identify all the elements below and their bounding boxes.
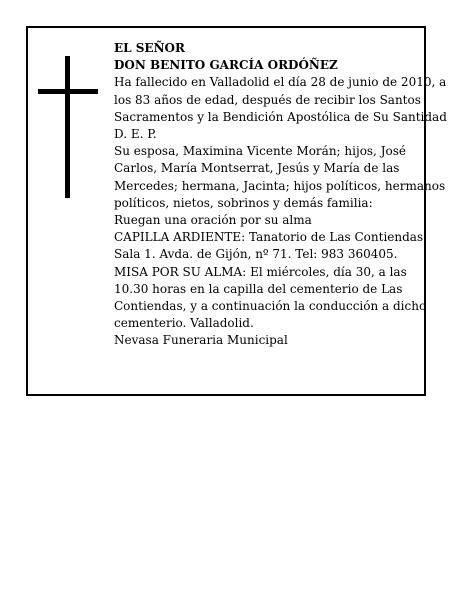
body-line: 10.30 horas en la capilla del cementerio de Las	[114, 281, 403, 296]
body-line: Nevasa Funeraria Municipal	[114, 333, 288, 348]
cross-vertical-bar	[65, 56, 70, 198]
body-line: CAPILLA ARDIENTE: Tanatorio de Las Contiendas.	[114, 230, 427, 245]
body-line: MISA POR SU ALMA: El miércoles, día 30, a las	[114, 264, 407, 279]
body-line: cementerio. Valladolid.	[114, 316, 254, 331]
body-line: políticos, nietos, sobrinos y demás familia:	[114, 195, 373, 210]
cross-horizontal-bar	[38, 89, 98, 94]
obituary-notice	[26, 26, 447, 396]
cross-icon	[38, 56, 100, 198]
body-line: Ha fallecido en Valladolid el día 28 de junio de 2010, a	[114, 75, 447, 90]
body-line: los 83 años de edad, después de recibir los Santos	[114, 92, 421, 107]
body-line: Sala 1. Avda. de Gijón, nº 71. Tel: 983 360405.	[114, 247, 398, 262]
notice-text	[114, 40, 447, 350]
body-line: Contiendas, y a continuación la conducción a dicho	[114, 299, 427, 314]
title-line-2: DON BENITO GARCÍA ORDÓÑEZ	[114, 58, 338, 73]
body-line: Mercedes; hermana, Jacinta; hijos políticos, hermanos	[114, 178, 446, 193]
title-line-1: EL SEÑOR	[114, 41, 185, 55]
body-line: Su esposa, Maximina Vicente Morán; hijos, José	[114, 144, 406, 159]
body-line: D. E. P.	[114, 127, 157, 142]
body-line: Sacramentos y la Bendición Apostólica de Su Santidad	[114, 109, 447, 124]
body-line: Carlos, María Montserrat, Jesús y María de las	[114, 161, 400, 176]
body-line: Ruegan una oración por su alma	[114, 213, 312, 228]
